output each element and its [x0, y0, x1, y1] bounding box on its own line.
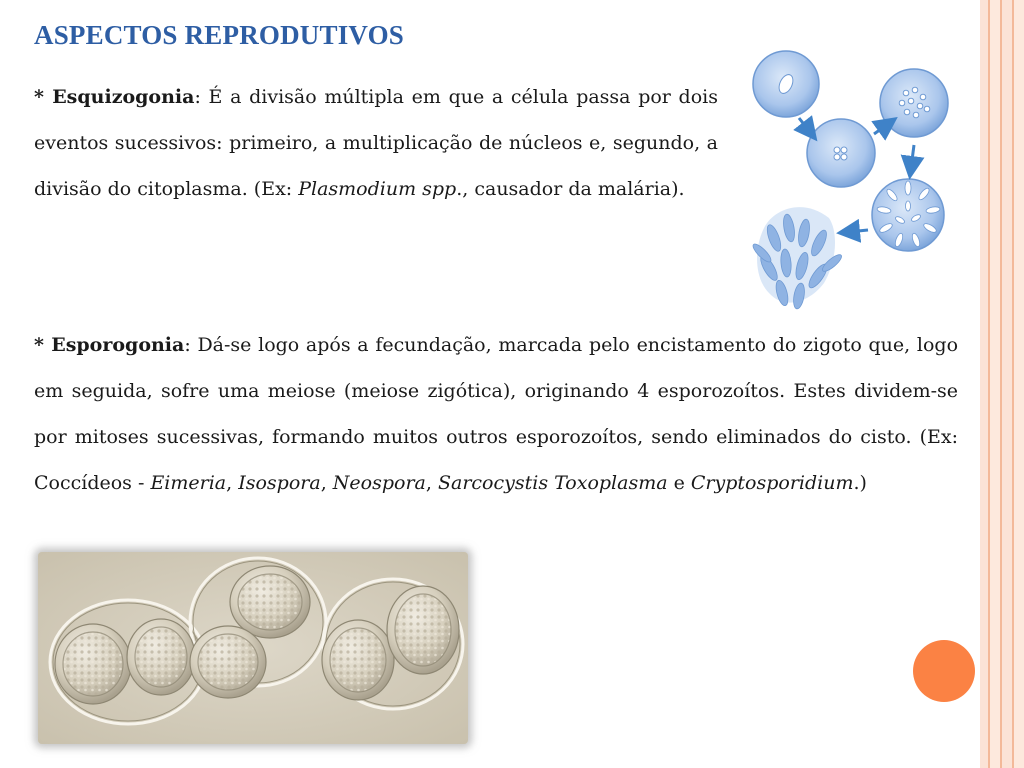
text: : Dá-se logo após a fecundação, marcada pelo encistamento do zigoto que, logo em seguida, sofre uma meiose (meiose zigótica), originando 4 esporozoítos. Estes dividem-se por mitoses sucessivas, formando muitos outros esporozoítos, sendo eliminados do cisto. (Ex: Coccídeos -: [34, 334, 959, 494]
bullet-term: * Esporogonia: [34, 334, 185, 356]
schizogony-diagram: [744, 48, 954, 314]
cell-stage-3: [880, 69, 948, 137]
bullet-term: * Esquizogonia: [34, 86, 195, 108]
text: .): [853, 472, 867, 494]
text: : É a divisão múltipla em que a célula passa por dois eventos sucessivos: primeiro, a multiplicação de núcleos e, segundo, a divisão do citoplasma. (Ex:: [34, 86, 718, 200]
cell-stage-4: [872, 179, 944, 251]
oocyst-micrograph: [38, 552, 468, 744]
paragraph-esquizogonia: [34, 74, 718, 212]
cell-stage-2: [807, 119, 875, 187]
arrow-icon: [848, 230, 868, 232]
paragraph-esporogonia: [34, 322, 958, 506]
decorative-stripe: [1014, 0, 1024, 768]
italic-term: Neospora: [332, 472, 426, 494]
decorative-stripe: [990, 0, 1000, 768]
text: ,: [226, 472, 239, 494]
cell-stage-1: [753, 51, 819, 117]
italic-term: Sarcocystis Toxoplasma: [437, 472, 668, 494]
oocyst-photo: [38, 552, 468, 744]
slide-title: ASPECTOS REPRODUTIVOS: [34, 20, 404, 50]
arrow-icon: [799, 118, 810, 132]
arrow-icon: [911, 145, 914, 168]
italic-term: Cryptosporidium: [690, 472, 854, 494]
italic-term: Eimeria: [150, 472, 227, 494]
italic-term: Isospora: [238, 472, 321, 494]
text: ,: [320, 472, 333, 494]
arrow-icon: [874, 124, 888, 134]
text: ,: [425, 472, 438, 494]
text: e: [667, 472, 691, 494]
italic-term: Plasmodium spp: [298, 178, 457, 200]
text: ., causador da malária).: [456, 178, 685, 200]
decorative-stripe: [1002, 0, 1012, 768]
decorative-orange-circle: [913, 640, 975, 702]
decorative-stripe: [980, 0, 988, 768]
cell-stage-5: [751, 207, 844, 310]
